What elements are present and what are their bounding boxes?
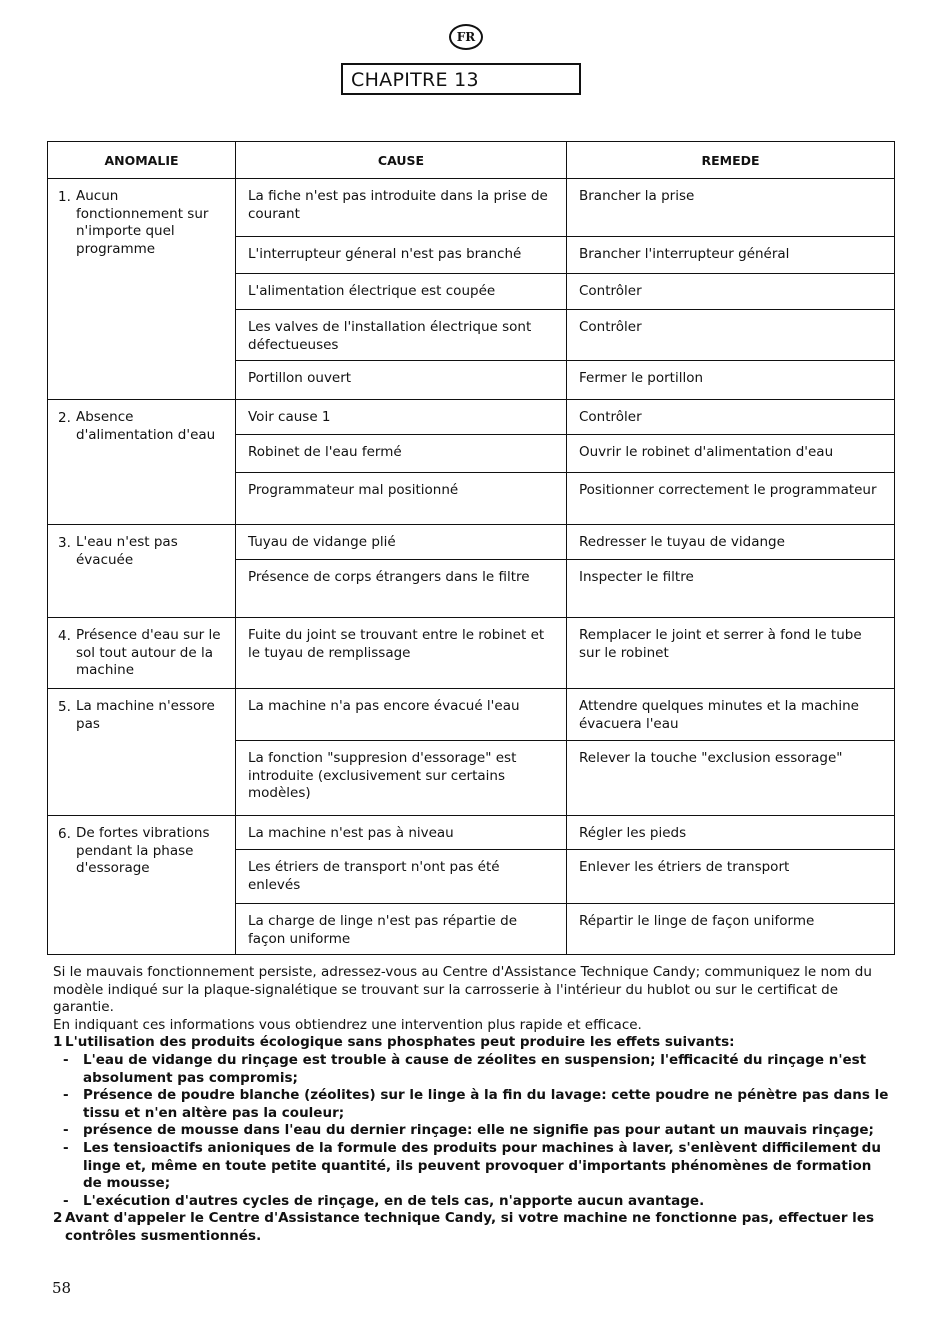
cause-remedy-row: [236, 618, 894, 688]
cause-remedy-row: [236, 816, 894, 850]
cause-text: Robinet de l'eau fermé: [236, 435, 567, 472]
effects-list-item: - L'exécution d'autres cycles de rinçage, en de tels cas, n'apporte aucun avantage.: [53, 1193, 893, 1211]
cause-text: Les valves de l'installation électrique sont défectueuses: [236, 310, 567, 360]
cause-remedy-row: [236, 525, 894, 560]
effects-list-item: - L'eau de vidange du rinçage est trouble à cause de zéolites en suspension; l'efficacité du rinçage n'est absolument pas compromis;: [53, 1052, 893, 1087]
anomaly-cell: [48, 816, 236, 955]
remedy-text: Enlever les étriers de transport: [579, 859, 790, 875]
cause-text: Portillon ouvert: [236, 361, 567, 399]
anomaly-number: 4.: [58, 628, 71, 644]
cause-text: La fonction "suppresion d'essorage" est introduite (exclusivement sur certains modèles): [236, 741, 567, 815]
anomaly-group-row: [48, 179, 895, 400]
remedy-text: Contrôler: [579, 283, 642, 299]
effects-list-item: - présence de mousse dans l'eau du dernier rinçage: elle ne signifie pas pour autant un mauvais rinçage;: [53, 1122, 893, 1140]
cause-text: Voir cause 1: [236, 400, 567, 434]
notes-paragraph-persist: Si le mauvais fonctionnement persiste, adressez-vous au Centre d'Assistance Technique Candy; communiquez le nom du modèle indiqué sur la plaque-signalétique se trouvant sur la carrosserie à l'intérieur du hublot ou sur le certificat de garantie.: [53, 964, 872, 1016]
remedy-text: Attendre quelques minutes et la machine évacuera l'eau: [579, 698, 859, 732]
anomaly-cell: [48, 525, 236, 618]
note-item-1: [53, 1034, 893, 1052]
note-item-2-number: 2: [53, 1210, 63, 1227]
anomaly-text: De fortes vibrations pendant la phase d'essorage: [76, 825, 210, 876]
anomaly-cell: [48, 400, 236, 525]
cause-remedy-row: [236, 179, 894, 237]
cause-remedy-row: [236, 560, 894, 617]
cause-text: La machine n'est pas à niveau: [236, 816, 567, 849]
table-header-row: [48, 142, 895, 179]
cause-remedy-cell: [236, 179, 895, 400]
cause-remedy-row: [236, 237, 894, 274]
cause-text: Programmateur mal positionné: [236, 473, 567, 524]
cause-text: Les étriers de transport n'ont pas été enlevés: [236, 850, 567, 903]
remedy-text: Brancher l'interrupteur général: [579, 246, 790, 262]
cause-text: L'alimentation électrique est coupée: [236, 274, 567, 309]
anomaly-group-row: [48, 816, 895, 955]
remedy-text: Contrôler: [579, 319, 642, 335]
notes-section: [53, 964, 893, 1246]
anomaly-cell: [48, 618, 236, 689]
remedy-text: Relever la touche "exclusion essorage": [579, 750, 843, 766]
anomaly-group-row: [48, 618, 895, 689]
cause-text: La machine n'a pas encore évacué l'eau: [236, 689, 567, 740]
cause-remedy-row: [236, 689, 894, 741]
cause-remedy-row: [236, 435, 894, 473]
cause-remedy-cell: [236, 618, 895, 689]
remedy-text: Brancher la prise: [579, 188, 695, 204]
effects-list-item: - Les tensioactifs anioniques de la formule des produits pour machines à laver, s'enlèvent difficilement du linge et, même en toute petite quantité, ils peuvent provoquer d'importants phénomènes de formation de mousse;: [53, 1140, 893, 1193]
cause-text: Présence de corps étrangers dans le filtre: [236, 560, 567, 617]
cause-text: La charge de linge n'est pas répartie de façon uniforme: [236, 904, 567, 954]
cause-text: Tuyau de vidange plié: [236, 525, 567, 559]
anomaly-text: Présence d'eau sur le sol tout autour de la machine: [76, 627, 221, 678]
anomaly-number: 6.: [58, 826, 71, 842]
note-item-2-text: Avant d'appeler le Centre d'Assistance technique Candy, si votre machine ne fonctionne pas, effectuer les contrôles susmentionnés.: [65, 1210, 875, 1244]
cause-remedy-row: [236, 850, 894, 904]
cause-remedy-row: [236, 361, 894, 399]
chapter-title: CHAPITRE 13: [341, 63, 581, 95]
anomaly-cell: [48, 179, 236, 400]
remedy-text: Ouvrir le robinet d'alimentation d'eau: [579, 444, 834, 460]
language-badge: FR: [449, 24, 483, 50]
cause-text: La fiche n'est pas introduite dans la prise de courant: [236, 179, 567, 236]
remedy-text: Inspecter le filtre: [579, 569, 694, 585]
remedy-text: Contrôler: [579, 409, 642, 425]
cause-remedy-row: [236, 741, 894, 815]
remedy-text: Répartir le linge de façon uniforme: [579, 913, 815, 929]
cause-remedy-cell: [236, 816, 895, 955]
column-header-cause: CAUSE: [236, 142, 567, 179]
page-number: 58: [52, 1279, 72, 1297]
anomaly-group-row: [48, 689, 895, 816]
remedy-text: Régler les pieds: [579, 825, 687, 841]
cause-text: Fuite du joint se trouvant entre le robinet et le tuyau de remplissage: [236, 618, 567, 688]
anomaly-text: L'eau n'est pas évacuée: [76, 534, 178, 568]
cause-remedy-cell: [236, 400, 895, 525]
anomaly-text: Aucun fonctionnement sur n'importe quel programme: [76, 188, 209, 257]
anomaly-number: 3.: [58, 535, 71, 551]
anomaly-group-row: [48, 400, 895, 525]
anomaly-number: 1.: [58, 189, 71, 205]
column-header-anomalie: ANOMALIE: [48, 142, 236, 179]
effects-list: [53, 1052, 893, 1210]
cause-remedy-row: [236, 310, 894, 361]
note-item-2: [53, 1210, 893, 1245]
cause-text: L'interrupteur géneral n'est pas branché: [236, 237, 567, 273]
note-item-1-text: L'utilisation des produits écologique sans phosphates peut produire les effets suivants:: [65, 1034, 735, 1051]
anomaly-group-row: [48, 525, 895, 618]
anomaly-number: 5.: [58, 699, 71, 715]
note-item-1-number: 1: [53, 1034, 63, 1051]
notes-paragraph-info: En indiquant ces informations vous obtiendrez une intervention plus rapide et efficace.: [53, 1016, 642, 1033]
troubleshooting-table: [47, 141, 895, 955]
anomaly-text: La machine n'essore pas: [76, 698, 215, 732]
remedy-text: Fermer le portillon: [579, 370, 704, 386]
effects-list-item: - Présence de poudre blanche (zéolites) sur le linge à la fin du lavage: cette poudre ne pénètre pas dans le tissu et n'en altère pas la couleur;: [53, 1087, 893, 1122]
cause-remedy-row: [236, 904, 894, 954]
cause-remedy-cell: [236, 525, 895, 618]
anomaly-number: 2.: [58, 410, 71, 426]
cause-remedy-row: [236, 400, 894, 435]
anomaly-text: Absence d'alimentation d'eau: [76, 409, 216, 443]
cause-remedy-row: [236, 274, 894, 310]
cause-remedy-row: [236, 473, 894, 524]
anomaly-cell: [48, 689, 236, 816]
column-header-remede: REMEDE: [567, 142, 895, 179]
remedy-text: Redresser le tuyau de vidange: [579, 534, 785, 550]
remedy-text: Positionner correctement le programmateur: [579, 482, 877, 498]
remedy-text: Remplacer le joint et serrer à fond le tube sur le robinet: [579, 627, 862, 661]
cause-remedy-cell: [236, 689, 895, 816]
